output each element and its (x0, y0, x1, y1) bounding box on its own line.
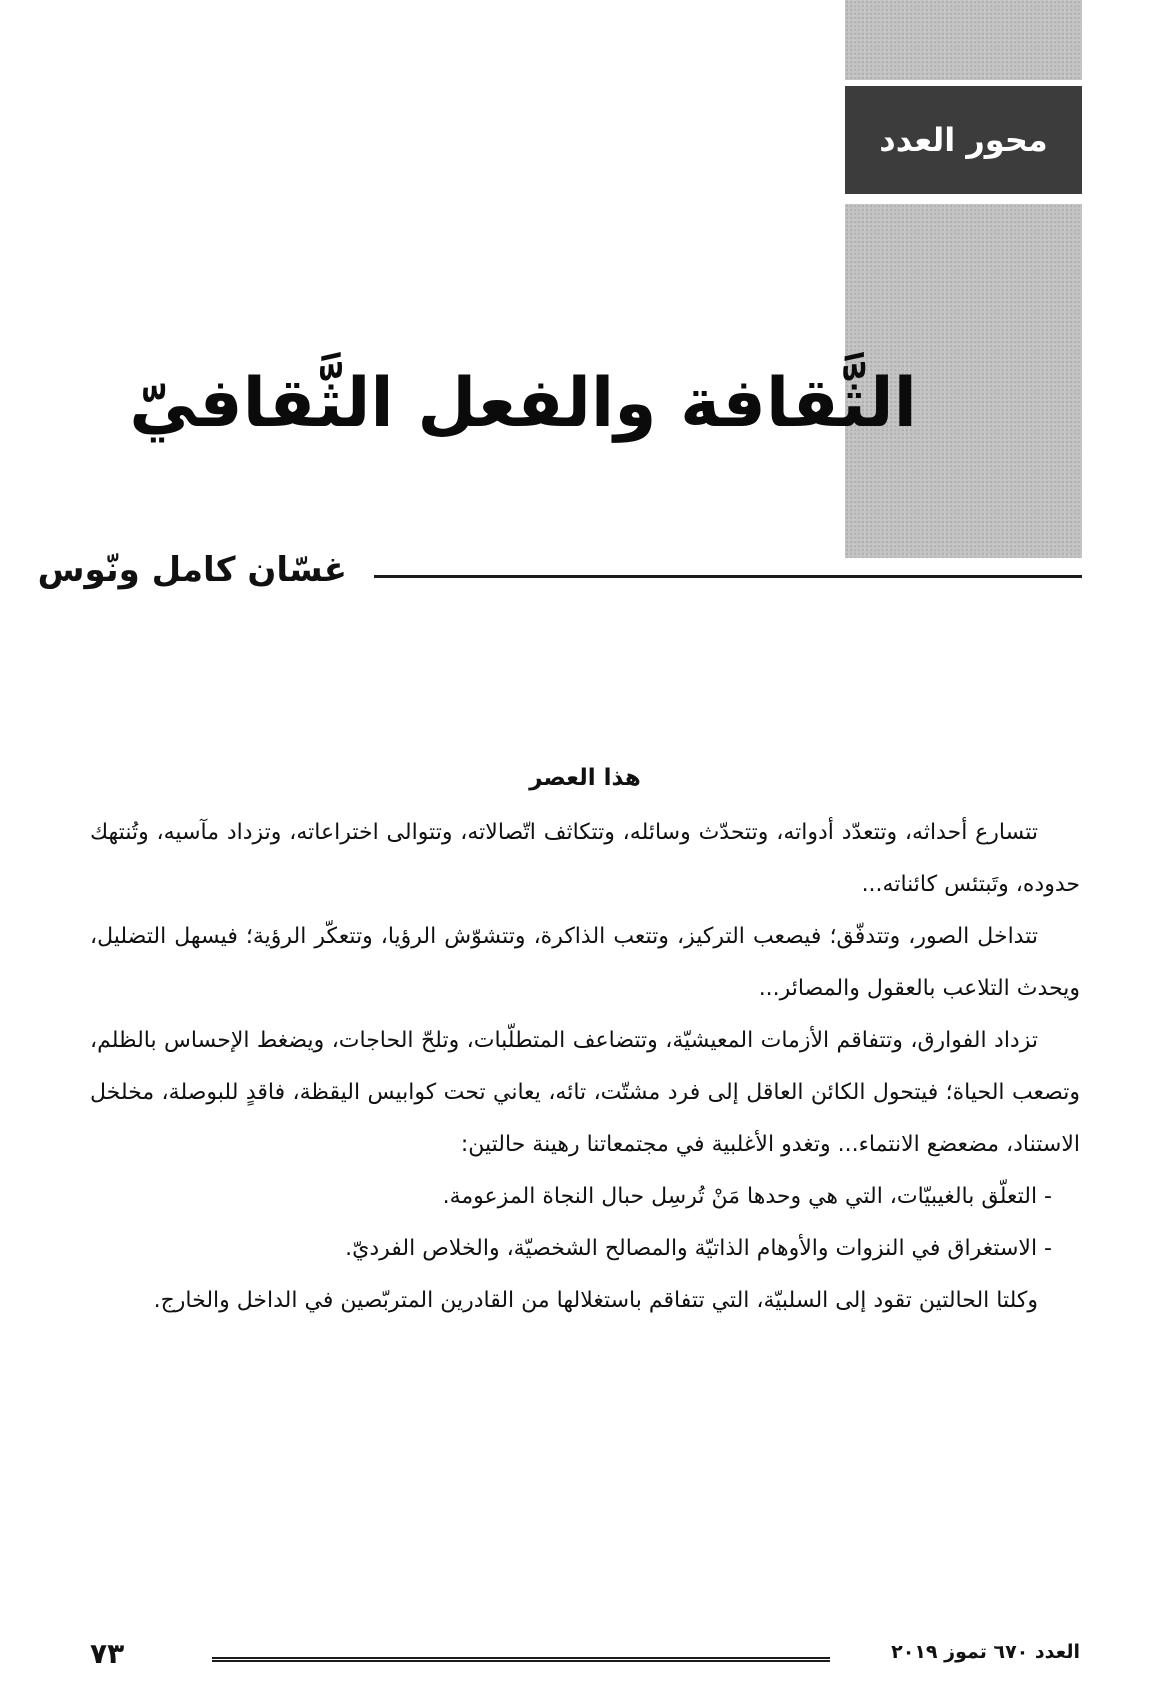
section-label-text: محور العدد (879, 121, 1048, 159)
page-footer (90, 1637, 1080, 1681)
author-name: غسّان كامل ونّوس (37, 550, 347, 590)
author-divider (374, 575, 1082, 578)
section-label (845, 86, 1082, 194)
paragraph: وكلتا الحالتين تقود إلى السلبيّة، التي تتفاقم باستغلالها من القادرين المتربّصين في الداخل والخارج. (153, 1288, 1038, 1313)
page-number: ٧٣ (90, 1637, 125, 1670)
article-title: الثَّقافة والفعل الثَّقافيّ (129, 363, 917, 443)
footer-issue: العدد ٦٧٠ تموز ٢٠١٩ (891, 1641, 1080, 1663)
bullet-item: - الاستغراق في النزوات والأوهام الذاتيّة والمصالح الشخصيّة، والخلاص الفرديّ. (345, 1236, 1052, 1261)
paragraph: تتداخل الصور، وتتدفّق؛ فيصعب التركيز، وتتعب الذاكرة، وتتشوّش الرؤيا، وتتعكّر الرؤية؛ فيسهل التضليل، ويحدث التلاعب بالعقول والمصائر... (90, 924, 1080, 1001)
footer-divider (212, 1657, 830, 1662)
bullet-item: - التعلّق بالغيبيّات، التي هي وحدها مَنْ تُرسِل حبال النجاة المزعومة. (442, 1184, 1052, 1209)
article-heading: هذا العصر (529, 765, 641, 791)
article-body (90, 755, 1080, 1327)
paragraph: تزداد الفوارق، وتتفاقم الأزمات المعيشيّة، وتتضاعف المتطلّبات، وتلحّ الحاجات، ويضغط الإحساس بالظلم، وتصعب الحياة؛ فيتحول الكائن العاقل إلى فرد مشتّت، تائه، يعاني تحت كوابيس اليقظة، فاقدٍ للبوصلة، مخلخل الاستناد، مضعضع الانتماء... وتغدو الأغلبية في مجتمعاتنا رهينة حالتين: (90, 1028, 1080, 1157)
author-row (37, 548, 1082, 600)
decorative-gray-band-top (845, 0, 1082, 80)
paragraph: تتسارع أحداثه، وتتعدّد أدواته، وتتحدّث وسائله، وتتكاثف اتّصالاته، وتتوالى اختراعاته، وتزداد مآسيه، وتُنتهك حدوده، وتَبتئس كائناته... (90, 820, 1080, 897)
